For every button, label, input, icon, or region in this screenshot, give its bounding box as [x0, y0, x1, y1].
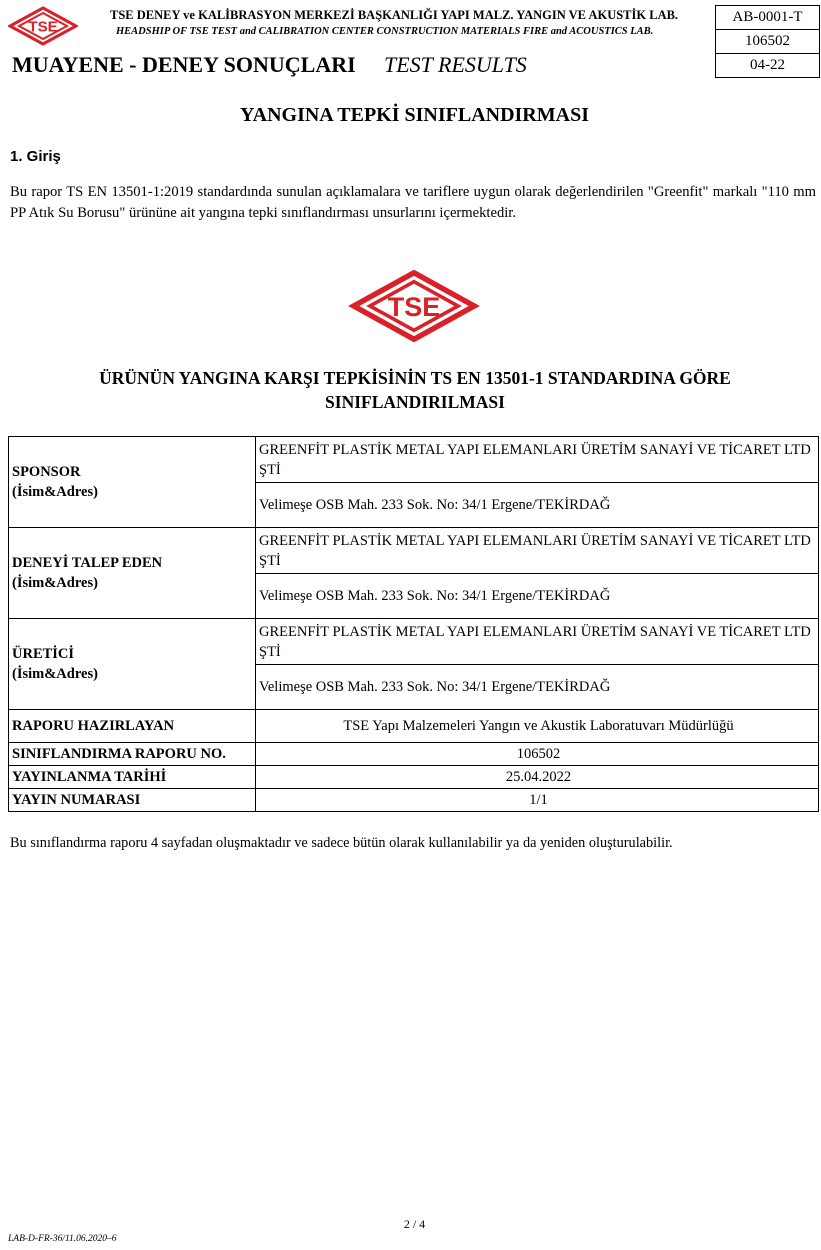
page-number: 2 / 4 — [403, 1217, 426, 1231]
svg-text:TSE: TSE — [387, 291, 441, 322]
form-code-cell: AB-0001-T — [716, 6, 819, 30]
classification-heading-line2: SINIFLANDIRILMASI — [325, 392, 505, 412]
sponsor-address: Velimeşe OSB Mah. 233 Sok. No: 34/1 Ergene/TEKİRDAĞ — [256, 483, 819, 528]
report-no-value: 106502 — [256, 743, 819, 766]
manufacturer-row — [9, 619, 819, 665]
edition-row — [9, 789, 819, 812]
edition-label: YAYIN NUMARASI — [9, 789, 256, 812]
classification-heading-line1: ÜRÜNÜN YANGINA KARŞI TEPKİSİNİN TS EN 13501-1 STANDARDINA GÖRE — [99, 368, 731, 388]
tse-logo-large — [348, 270, 480, 342]
sponsor-label — [9, 437, 256, 528]
report-no-row — [9, 743, 819, 766]
publish-date-label: YAYINLANMA TARİHİ — [9, 766, 256, 789]
section-heading: YANGINA TEPKİ SINIFLANDIRMASI — [240, 104, 589, 126]
form-code: LAB-D-FR-36/11.06.2020–6 — [8, 1234, 117, 1244]
svg-text:TSE: TSE — [28, 18, 58, 36]
manufacturer-name: GREENFİT PLASTİK METAL YAPI ELEMANLARI ÜRETİM SANAYİ VE TİCARET LTD ŞTİ — [256, 619, 819, 665]
requester-label-main: DENEYİ TALEP EDEN — [12, 555, 163, 571]
report-number-cell: 106502 — [716, 30, 819, 54]
prepared-by-row — [9, 710, 819, 743]
header-institution: TSE DENEY ve KALİBRASYON MERKEZİ BAŞKANLIĞI YAPI MALZ. YANGIN VE AKUSTİK LAB. — [110, 8, 679, 22]
manufacturer-label-main: ÜRETİCİ — [12, 646, 75, 662]
header-institution-en: HEADSHIP OF TSE TEST and CALIBRATION CENTER CONSTRUCTION MATERIALS FIRE and ACOUSTICS LAB. — [116, 26, 654, 37]
intro-paragraph: Bu rapor TS EN 13501-1:2019 standardında sunulan açıklamalara ve tariflere uygun olarak değerlendirilen "Greenfit" markalı "110 mm PP Atık Su Borusu" ürününe ait yangına tepki sınıflandırması unsurlarını içermektedir. — [10, 184, 816, 221]
classification-heading — [40, 366, 790, 414]
publish-date-value: 25.04.2022 — [256, 766, 819, 789]
manufacturer-address: Velimeşe OSB Mah. 233 Sok. No: 34/1 Ergene/TEKİRDAĞ — [256, 665, 819, 710]
footnote: Bu sınıflandırma raporu 4 sayfadan oluşmaktadır ve sadece bütün olarak kullanılabilir ya da yeniden oluşturulabilir. — [10, 835, 673, 851]
requester-row — [9, 528, 819, 574]
sponsor-label-main: SPONSOR — [12, 464, 81, 480]
requester-address: Velimeşe OSB Mah. 233 Sok. No: 34/1 Ergene/TEKİRDAĞ — [256, 574, 819, 619]
sponsor-row — [9, 437, 819, 483]
date-code-cell: 04-22 — [750, 57, 785, 73]
sponsor-label-sub: (İsim&Adres) — [12, 484, 98, 500]
publish-date-row — [9, 766, 819, 789]
page-title: MUAYENE - DENEY SONUÇLARI — [12, 52, 356, 77]
document-code-box — [715, 5, 820, 78]
requester-label-sub: (İsim&Adres) — [12, 575, 98, 591]
sponsor-name: GREENFİT PLASTİK METAL YAPI ELEMANLARI ÜRETİM SANAYİ VE TİCARET LTD ŞTİ — [256, 437, 819, 483]
classification-info-table — [8, 436, 819, 812]
requester-name: GREENFİT PLASTİK METAL YAPI ELEMANLARI ÜRETİM SANAYİ VE TİCARET LTD ŞTİ — [256, 528, 819, 574]
manufacturer-label — [9, 619, 256, 710]
intro-heading: 1. Giriş — [10, 148, 61, 165]
tse-logo-small — [8, 6, 78, 46]
edition-value: 1/1 — [256, 789, 819, 812]
page-title-en: TEST RESULTS — [384, 52, 527, 77]
requester-label — [9, 528, 256, 619]
manufacturer-label-sub: (İsim&Adres) — [12, 666, 98, 682]
prepared-by-value: TSE Yapı Malzemeleri Yangın ve Akustik Laboratuvarı Müdürlüğü — [256, 710, 819, 743]
prepared-by-label: RAPORU HAZIRLAYAN — [9, 710, 256, 743]
report-no-label: SINIFLANDIRMA RAPORU NO. — [9, 743, 256, 766]
